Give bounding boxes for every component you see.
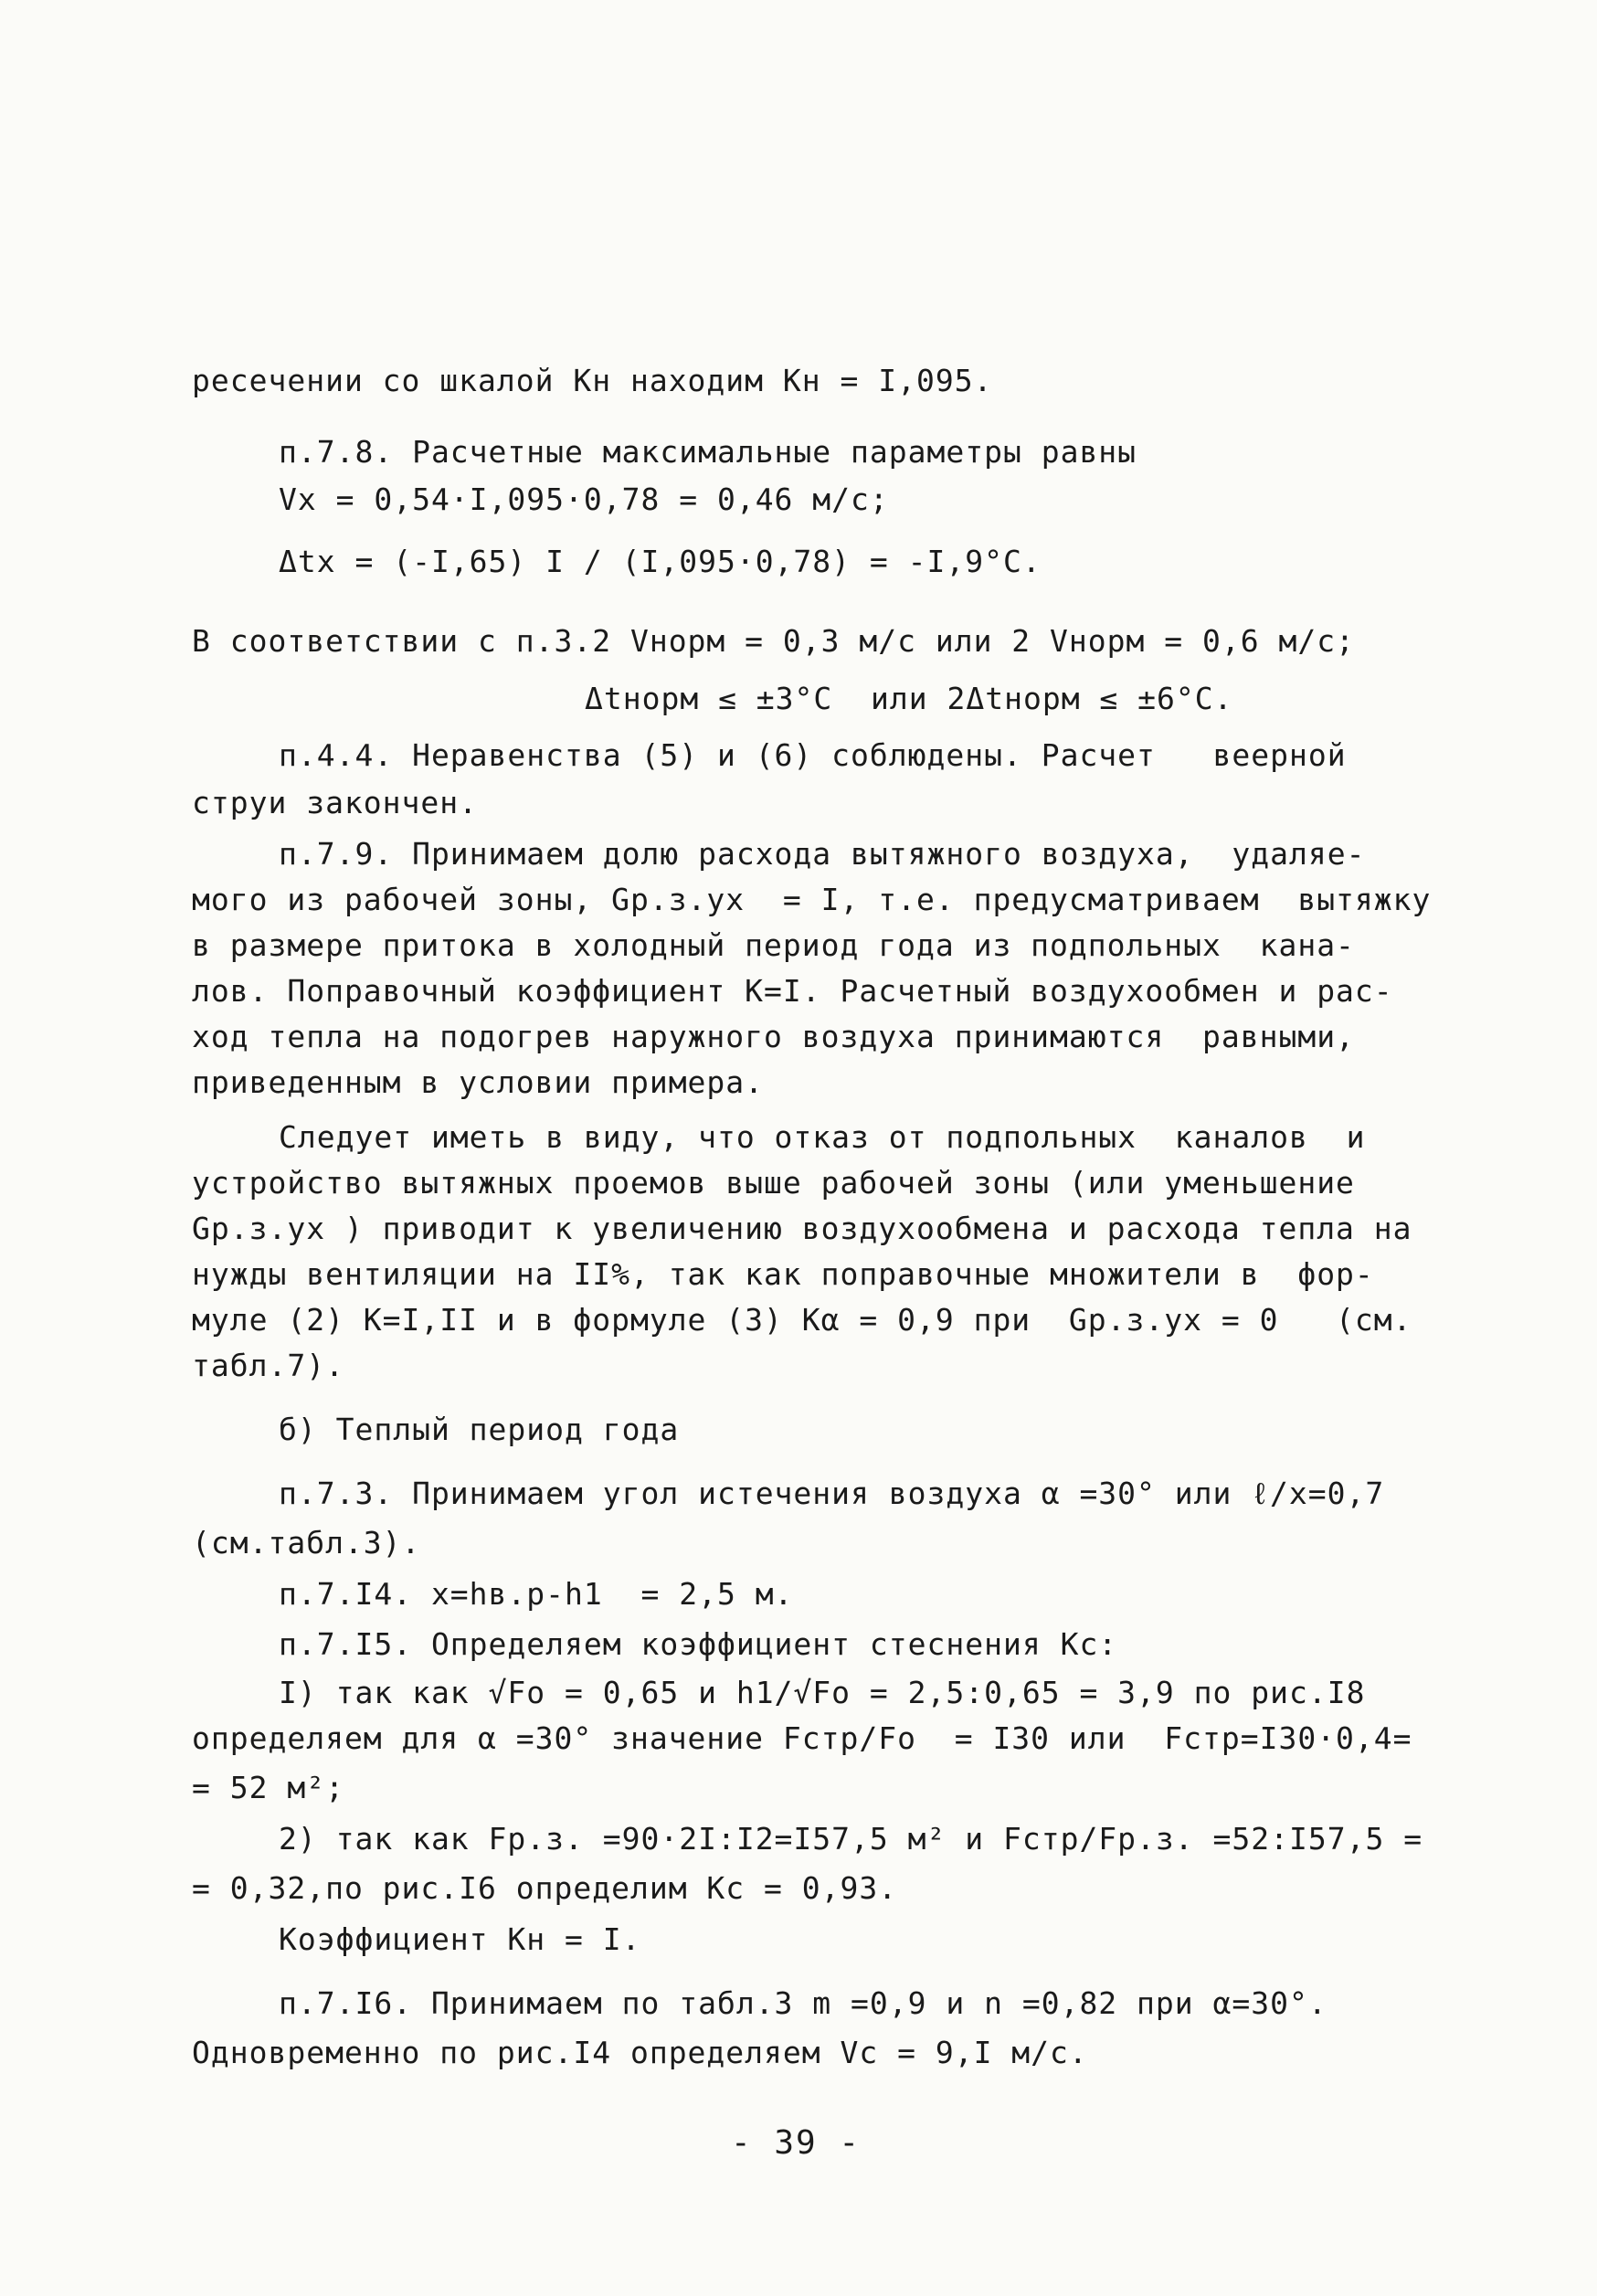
formula-line: Δtx = (-I,65) I / (I,095·0,78) = -I,9°C. (279, 544, 1042, 579)
text-line: п.7.8. Расчетные максимальные параметры равны (279, 434, 1137, 470)
text-line: определяем для α =30° значение Fстр/Fo = I30 или Fстр=I30·0,4= (192, 1720, 1412, 1756)
text-line: В соответствии с п.3.2 Vнорм = 0,3 м/с или 2 Vнорм = 0,6 м/с; (192, 623, 1355, 659)
text-line: Gр.з.ух ) приводит к увеличению воздухообмена и расхода тепла на (192, 1211, 1412, 1246)
text-line: устройство вытяжных проемов выше рабочей зоны (или уменьшение (192, 1165, 1355, 1201)
text-line: в размере притока в холодный период года из подпольных кана- (192, 927, 1355, 963)
text-line: Коэффициент Кн = I. (279, 1921, 641, 1957)
text-line: Δtнорм ≤ ±3°С или 2Δtнорм ≤ ±6°С. (585, 681, 1233, 716)
text-line: струи закончен. (192, 785, 479, 820)
section-heading: б) Теплый период года (279, 1412, 680, 1447)
text-line: табл.7). (192, 1348, 344, 1383)
text-line: п.4.4. Неравенства (5) и (6) соблюдены. Расчет веерной (279, 737, 1347, 773)
text-line: приведенным в условии примера. (192, 1064, 765, 1100)
page-number: - 39 - (731, 2124, 862, 2162)
text-line: Следует иметь в виду, что отказ от подпольных каналов и (279, 1119, 1366, 1155)
text-line: 2) так как Fр.з. =90·2I:I2=I57,5 м² и Fстр/Fр.з. =52:I57,5 = (279, 1821, 1423, 1857)
text-line: п.7.9. Принимаем долю расхода вытяжного воздуха, удаляе- (279, 836, 1366, 872)
text-line: муле (2) К=I,II и в формуле (3) Кα = 0,9 при Gр.з.ух = 0 (см. (192, 1302, 1412, 1338)
text-line: п.7.3. Принимаем угол истечения воздуха α =30° или ℓ/x=0,7 (279, 1476, 1385, 1511)
text-line: ход тепла на подогрев наружного воздуха принимаются равными, (192, 1019, 1355, 1054)
text-line: п.7.I5. Определяем коэффициент стеснения Кс: (279, 1626, 1118, 1662)
text-line: ресечении со шкалой Кн находим Кн = I,095. (192, 363, 993, 398)
text-line: п.7.I6. Принимаем по табл.3 m =0,9 и n =0,82 при α=30°. (279, 1985, 1327, 2021)
text-line: мого из рабочей зоны, Gр.з.ух = I, т.е. предусматриваем вытяжку (192, 882, 1432, 917)
text-line: (см.табл.3). (192, 1525, 421, 1561)
text-line: лов. Поправочный коэффициент К=I. Расчетный воздухообмен и рас- (192, 973, 1393, 1009)
text-line: п.7.I4. x=hв.р-h1 = 2,5 м. (279, 1576, 794, 1612)
text-line: = 0,32,по рис.I6 определим Кс = 0,93. (192, 1870, 898, 1906)
text-line: Одновременно по рис.I4 определяем Vc = 9,I м/с. (192, 2035, 1088, 2070)
text-line: Vx = 0,54·I,095·0,78 = 0,46 м/с; (279, 481, 889, 517)
text-line: нужды вентиляции на II%, так как поправочные множители в фор- (192, 1256, 1374, 1292)
text-line: I) так как √Fo = 0,65 и h1/√Fo = 2,5:0,65 = 3,9 по рис.I8 (279, 1675, 1366, 1710)
text-line: = 52 м²; (192, 1770, 344, 1805)
